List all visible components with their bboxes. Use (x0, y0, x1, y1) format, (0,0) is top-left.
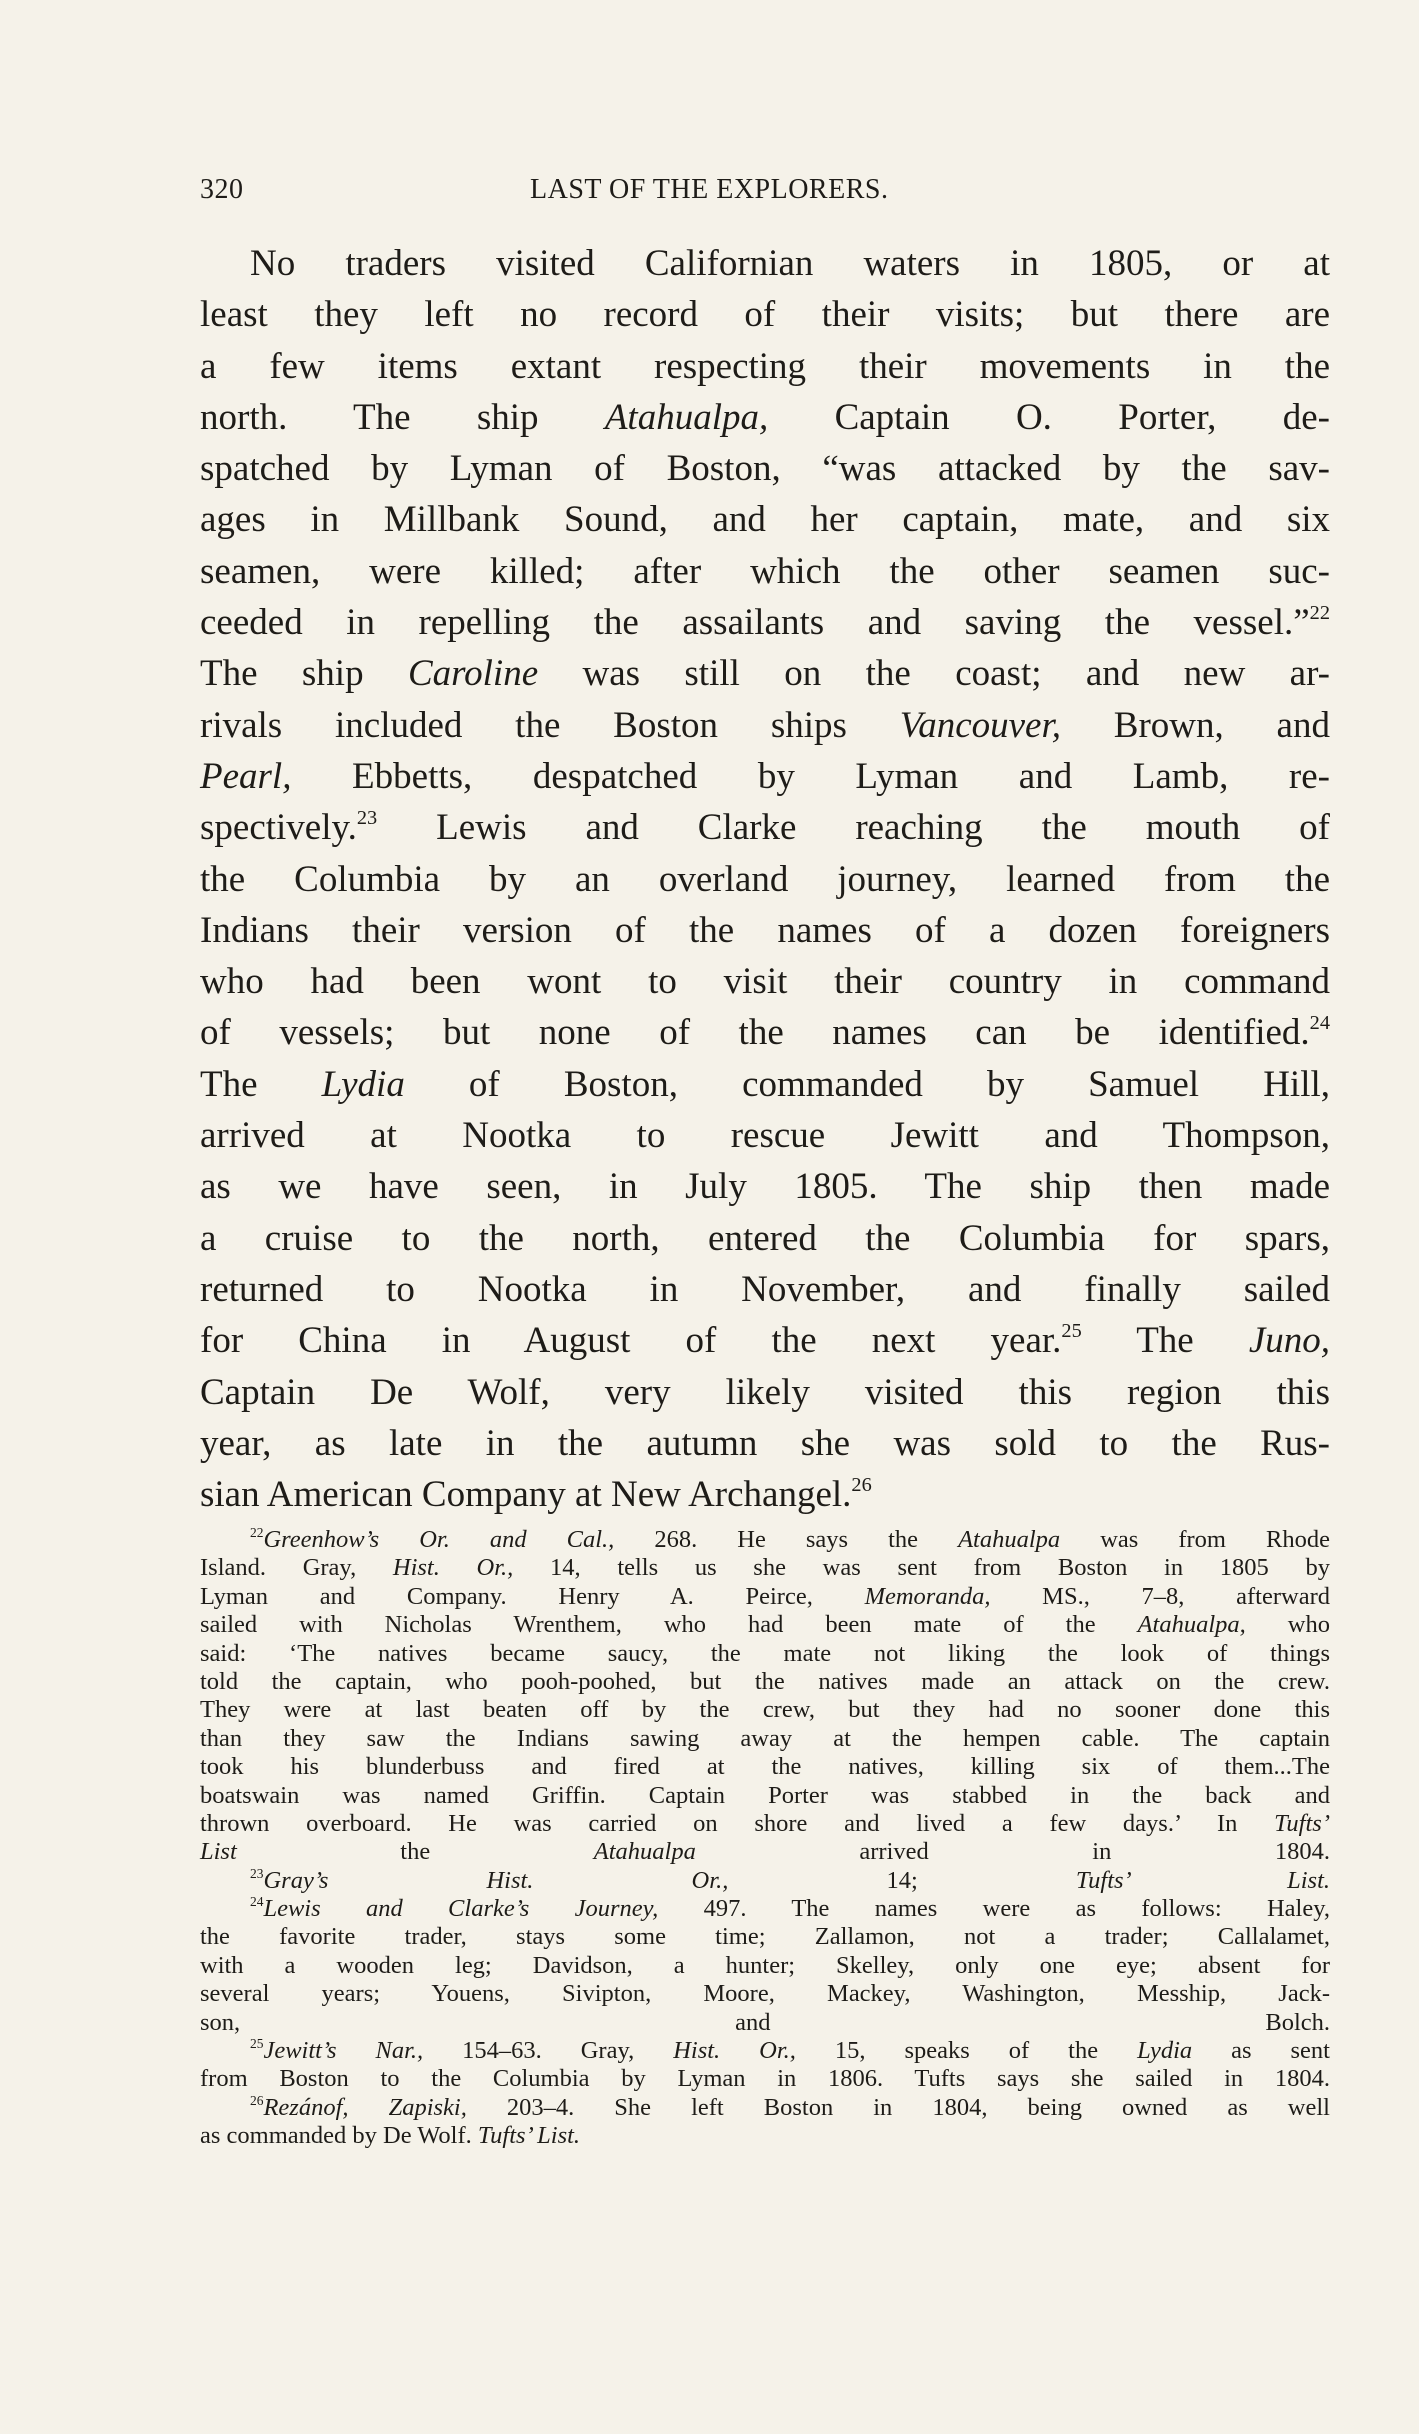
text-run: Captain O. Porter, de- (768, 396, 1330, 438)
text-run: year, as late in the autumn she was sold to the Rus- (200, 1422, 1330, 1464)
body-line (200, 751, 1330, 802)
italic-run: List (200, 1838, 237, 1866)
text-run: 14; (728, 1866, 1076, 1894)
footnote-line (200, 2122, 1330, 2150)
text-run: as we have seen, in July 1805. The ship then made (200, 1166, 1330, 1208)
footnote-line (200, 1554, 1330, 1582)
footnote-line (200, 2065, 1330, 2093)
footnote-line (200, 1725, 1330, 1753)
text-run: rivals included the Boston ships (200, 704, 900, 746)
text-run: told the captain, who pooh-poohed, but the natives made an attack on the crew. (200, 1667, 1330, 1695)
body-line (200, 802, 1330, 853)
body-paragraph (200, 238, 1330, 1520)
text-run: as sent (1192, 2037, 1330, 2065)
footnote-line (200, 1810, 1330, 1838)
text-run: The ship (200, 653, 408, 695)
body-line (200, 1367, 1330, 1418)
italic-run: Tufts’ List. (1075, 1866, 1331, 1894)
text-run: Brown, and (1061, 704, 1330, 746)
italic-run: Pearl, (200, 755, 292, 797)
body-line (200, 546, 1330, 597)
body-line (200, 443, 1330, 494)
text-run: thrown overboard. He was carried on shore and lived a few days.’ In (200, 1809, 1275, 1837)
italic-run: Jewitt’s Nar., (263, 2037, 424, 2065)
text-run: as commanded by De Wolf. (200, 2122, 478, 2150)
text-run: with a wooden leg; Davidson, a hunter; Skelley, only one eye; absent for (200, 1951, 1330, 1979)
text-run: was from Rhode (1060, 1526, 1330, 1553)
text-run: Indians their version of the names of a dozen foreigners (200, 909, 1330, 951)
text-run: No traders visited Californian waters in 1805, or at (250, 243, 1330, 284)
text-run: sian American Company at New Archangel. (200, 1474, 852, 1516)
text-run: the favorite trader, stays some time; Zallamon, not a trader; Callalamet, (200, 1923, 1330, 1951)
footnote-line (200, 1640, 1330, 1668)
italic-run: Tufts’ (1274, 1809, 1330, 1837)
text-run: son, and Bolch. (200, 2008, 1330, 2036)
text-run: Captain De Wolf, very likely visited this region this (200, 1371, 1330, 1413)
footnote-marker: 24 (250, 1893, 264, 1909)
page-header (200, 174, 1020, 214)
body-line (200, 289, 1330, 340)
text-run: who (1245, 1611, 1330, 1639)
text-run: The (1081, 1320, 1249, 1362)
footnote-line (200, 2009, 1330, 2037)
italic-run: Gray’s Hist. Or., (263, 1866, 729, 1894)
italic-run: Lydia (1137, 2037, 1193, 2065)
italic-run: Hist. Or., (392, 1554, 514, 1582)
text-run: arrived at Nootka to rescue Jewitt and Thompson, (200, 1115, 1330, 1157)
footnotes (200, 1526, 1330, 2151)
body-line (200, 700, 1330, 751)
body-line (200, 956, 1330, 1007)
italic-run: Atahualpa, (604, 396, 769, 438)
body-line (200, 1469, 1330, 1520)
text-run: a cruise to the north, entered the Columbia for spars, (200, 1217, 1330, 1259)
body-line (200, 1264, 1330, 1315)
text-run: sailed with Nicholas Wrenthem, who had been mate of the (200, 1611, 1138, 1639)
text-run: several years; Youens, Sivipton, Moore, Mackey, Washington, Mesship, Jack- (200, 1980, 1330, 2008)
text-run: Lewis and Clarke reaching the mouth of (377, 807, 1330, 849)
footnote-line (200, 2094, 1330, 2122)
body-line (200, 1110, 1330, 1161)
text-run: seamen, were killed; after which the other seamen suc- (200, 550, 1330, 592)
text-run: Ebbetts, despatched by Lyman and Lamb, re- (291, 755, 1330, 797)
body-line (200, 854, 1330, 905)
text-run: 154–63. Gray, (423, 2037, 674, 2065)
italic-run: Lydia (321, 1063, 405, 1105)
footnote-marker: 22 (250, 1524, 264, 1540)
text-run: who had been wont to visit their country in command (200, 961, 1330, 1003)
italic-run: Caroline (407, 653, 539, 695)
text-run: from Boston to the Columbia by Lyman in 1806. Tufts says she sailed in 1804. (200, 2065, 1330, 2093)
body-line (200, 1213, 1330, 1264)
body-line (200, 238, 1330, 289)
footnote-marker: 25 (1061, 1319, 1082, 1342)
footnote-marker: 26 (851, 1473, 872, 1496)
body-line (200, 1007, 1330, 1058)
text-run: took his blunderbuss and fired at the natives, killing six of them...The (200, 1753, 1330, 1781)
text-run: Island. Gray, (200, 1554, 393, 1582)
text-run: least they left no record of their visits; but there are (200, 294, 1330, 336)
footnote-marker: 26 (250, 2092, 264, 2108)
text-run: said: ‘The natives became saucy, the mate not liking the look of things (200, 1639, 1330, 1667)
footnote-marker: 23 (250, 1865, 264, 1881)
text-run: ceeded in repelling the assailants and saving the vessel.” (200, 602, 1310, 644)
body-line (200, 1418, 1330, 1469)
italic-run: Juno, (1248, 1320, 1330, 1362)
text-run: the Columbia by an overland journey, learned from the (200, 858, 1330, 900)
text-run: The (200, 1063, 322, 1105)
text-run: was still on the coast; and new ar- (538, 653, 1330, 695)
text-run: 268. He says the (614, 1526, 959, 1553)
text-run: 497. The names were as follows: Haley, (658, 1895, 1330, 1923)
italic-run: Atahualpa (593, 1838, 696, 1866)
text-run: returned to Nootka in November, and finally sailed (200, 1268, 1330, 1310)
footnote-line (200, 1696, 1330, 1724)
footnote-line (200, 2037, 1330, 2065)
footnote-marker: 25 (250, 2035, 264, 2051)
text-run: the (236, 1838, 594, 1866)
body-line (200, 905, 1330, 956)
footnote-line (200, 1668, 1330, 1696)
footnote-marker: 24 (1309, 1012, 1330, 1035)
body-line (200, 494, 1330, 545)
text-run: of Boston, commanded by Samuel Hill, (404, 1063, 1331, 1105)
footnote-line (200, 1526, 1330, 1554)
text-run: 15, speaks of the (795, 2037, 1138, 2065)
footnote-marker: 22 (1309, 601, 1330, 624)
footnote-line (200, 1952, 1330, 1980)
italic-run: Rezánof, Zapiski, (263, 2093, 467, 2121)
body-line (200, 1315, 1330, 1366)
text-run: 14, tells us she was sent from Boston in 1805 by (513, 1554, 1330, 1582)
footnote-line (200, 1867, 1330, 1895)
italic-run: Greenhow’s Or. and Cal., (263, 1526, 615, 1553)
footnote-line (200, 1838, 1330, 1866)
body-line (200, 341, 1330, 392)
body-line (200, 1161, 1330, 1212)
italic-run: Lewis and Clarke’s Journey, (263, 1895, 659, 1923)
footnote-marker: 23 (356, 807, 378, 830)
footnote-line (200, 1980, 1330, 2008)
text-run: 203–4. She left Boston in 1804, being owned as well (466, 2093, 1330, 2121)
text-run: arrived in 1804. (695, 1838, 1330, 1866)
body-line (200, 648, 1330, 699)
text-run: than they saw the Indians sawing away at the hempen cable. The captain (200, 1724, 1330, 1752)
italic-run: Atahualpa (958, 1526, 1061, 1553)
footnote-line (200, 1782, 1330, 1810)
footnote-line (200, 1923, 1330, 1951)
text-run: spatched by Lyman of Boston, “was attacked by the sav- (200, 448, 1330, 490)
italic-run: Tufts’ List. (477, 2122, 581, 2150)
text-run: Lyman and Company. Henry A. Peirce, (200, 1582, 865, 1610)
italic-run: Vancouver, (899, 704, 1062, 746)
footnote-line (200, 1583, 1330, 1611)
text-run: a few items extant respecting their movements in the (200, 345, 1330, 387)
body-line (200, 392, 1330, 443)
italic-run: Memoranda, (864, 1582, 991, 1610)
body-line (200, 597, 1330, 648)
text-run: of vessels; but none of the names can be identified. (200, 1012, 1310, 1054)
italic-run: Atahualpa, (1137, 1611, 1246, 1639)
footnote-line (200, 1611, 1330, 1639)
body-line (200, 1059, 1330, 1110)
text-run: They were at last beaten off by the crew, but they had no sooner done this (200, 1696, 1330, 1724)
page-number: 320 (200, 174, 244, 205)
text-run: ages in Millbank Sound, and her captain, mate, and six (200, 499, 1330, 541)
text-run: boatswain was named Griffin. Captain Porter was stabbed in the back and (200, 1781, 1330, 1809)
footnote-line (200, 1895, 1330, 1923)
running-title: LAST OF THE EXPLORERS. (530, 174, 889, 205)
footnote-line (200, 1753, 1330, 1781)
italic-run: Hist. Or., (673, 2037, 796, 2065)
text-run: MS., 7–8, afterward (990, 1582, 1330, 1610)
text-run: north. The ship (200, 396, 605, 438)
text-run: for China in August of the next year. (200, 1320, 1062, 1362)
text-run: spectively. (200, 807, 357, 849)
